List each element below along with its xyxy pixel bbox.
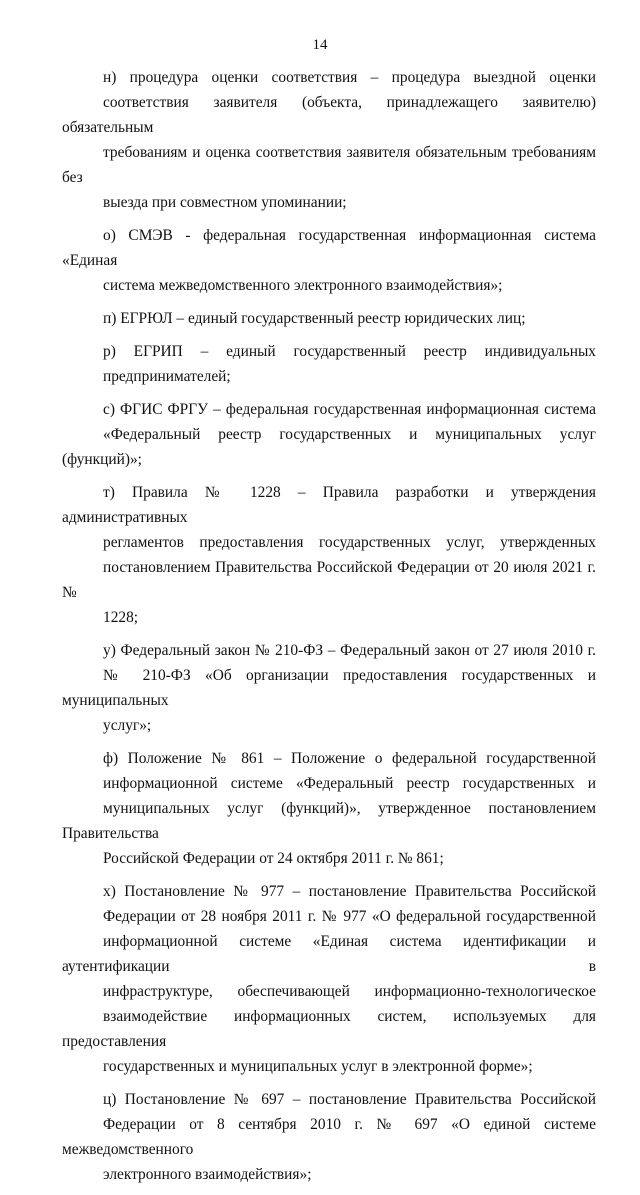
text-line: ф) Положение № 861 – Положение о федеральной государственной xyxy=(103,750,596,767)
text-line: Федерации от 8 сентября 2010 г. № 697 «О единой системе межведомственного xyxy=(62,1116,596,1158)
paragraph-t xyxy=(62,480,596,630)
text-line: постановлением Правительства Российской Федерации от 20 июля 2021 г. № xyxy=(62,559,596,601)
text-line: информационной системе «Единая система идентификации и аутентификации в xyxy=(62,933,596,975)
page-number: 14 xyxy=(312,37,328,53)
text-line: Федерации от 28 ноября 2011 г. № 977 «О федеральной государственной xyxy=(103,908,596,925)
text-line: № 210-ФЗ «Об организации предоставления государственных и муниципальных xyxy=(62,667,596,709)
text-line: ц) Постановление № 697 – постановление Правительства Российской xyxy=(103,1091,596,1108)
text-line: требованиям и оценка соответствия заявителя обязательным требованиям без xyxy=(62,144,596,186)
text-line: предпринимателей; xyxy=(103,368,231,385)
text-line: «Федеральный реестр государственных и муниципальных услуг (функций)»; xyxy=(62,426,596,468)
text-line: Российской Федерации от 24 октября 2011 г. № 861; xyxy=(103,850,444,867)
text-line: п) ЕГРЮЛ – единый государственный реестр юридических лиц; xyxy=(103,310,526,327)
document-body xyxy=(62,65,596,1195)
text-line: инфраструктуре, обеспечивающей информационно-технологическое xyxy=(103,983,596,1000)
paragraph-r xyxy=(62,339,596,389)
paragraph-n xyxy=(62,65,596,215)
text-line: муниципальных услуг (функций)», утвержденное постановлением Правительства xyxy=(62,800,596,842)
paragraph-ts xyxy=(62,1087,596,1187)
paragraph-s xyxy=(62,397,596,472)
text-line: электронного взаимодействия»; xyxy=(103,1166,312,1183)
text-line: регламентов предоставления государственных услуг, утвержденных xyxy=(103,534,596,551)
paragraph-kh xyxy=(62,879,596,1079)
text-line: 1228; xyxy=(103,609,139,626)
paragraph-p xyxy=(62,306,596,331)
text-line: о) СМЭВ - федеральная государственная информационная система «Единая xyxy=(62,227,596,269)
text-line: государственных и муниципальных услуг в электронной форме»; xyxy=(103,1058,533,1075)
text-line: выезда при совместном упоминании; xyxy=(103,194,347,211)
text-line: услуг»; xyxy=(103,717,152,734)
text-line: система межведомственного электронного взаимодействия»; xyxy=(103,277,503,294)
paragraph-f xyxy=(62,746,596,871)
text-line: н) процедура оценки соответствия – процедура выездной оценки xyxy=(103,69,596,86)
text-line: у) Федеральный закон № 210-ФЗ – Федеральный закон от 27 июля 2010 г. xyxy=(103,642,596,659)
text-line: информационной системе «Федеральный реестр государственных и xyxy=(103,775,596,792)
text-line: с) ФГИС ФРГУ – федеральная государственная информационная система xyxy=(103,401,596,418)
paragraph-u xyxy=(62,638,596,738)
text-line: соответствия заявителя (объекта, принадлежащего заявителю) обязательным xyxy=(62,94,596,136)
text-line: т) Правила № 1228 – Правила разработки и утверждения административных xyxy=(62,484,596,526)
text-line: х) Постановление № 977 – постановление Правительства Российской xyxy=(103,883,596,900)
text-line: взаимодействие информационных систем, используемых для предоставления xyxy=(62,1008,596,1050)
paragraph-o xyxy=(62,223,596,298)
text-line: р) ЕГРИП – единый государственный реестр индивидуальных xyxy=(103,343,596,360)
